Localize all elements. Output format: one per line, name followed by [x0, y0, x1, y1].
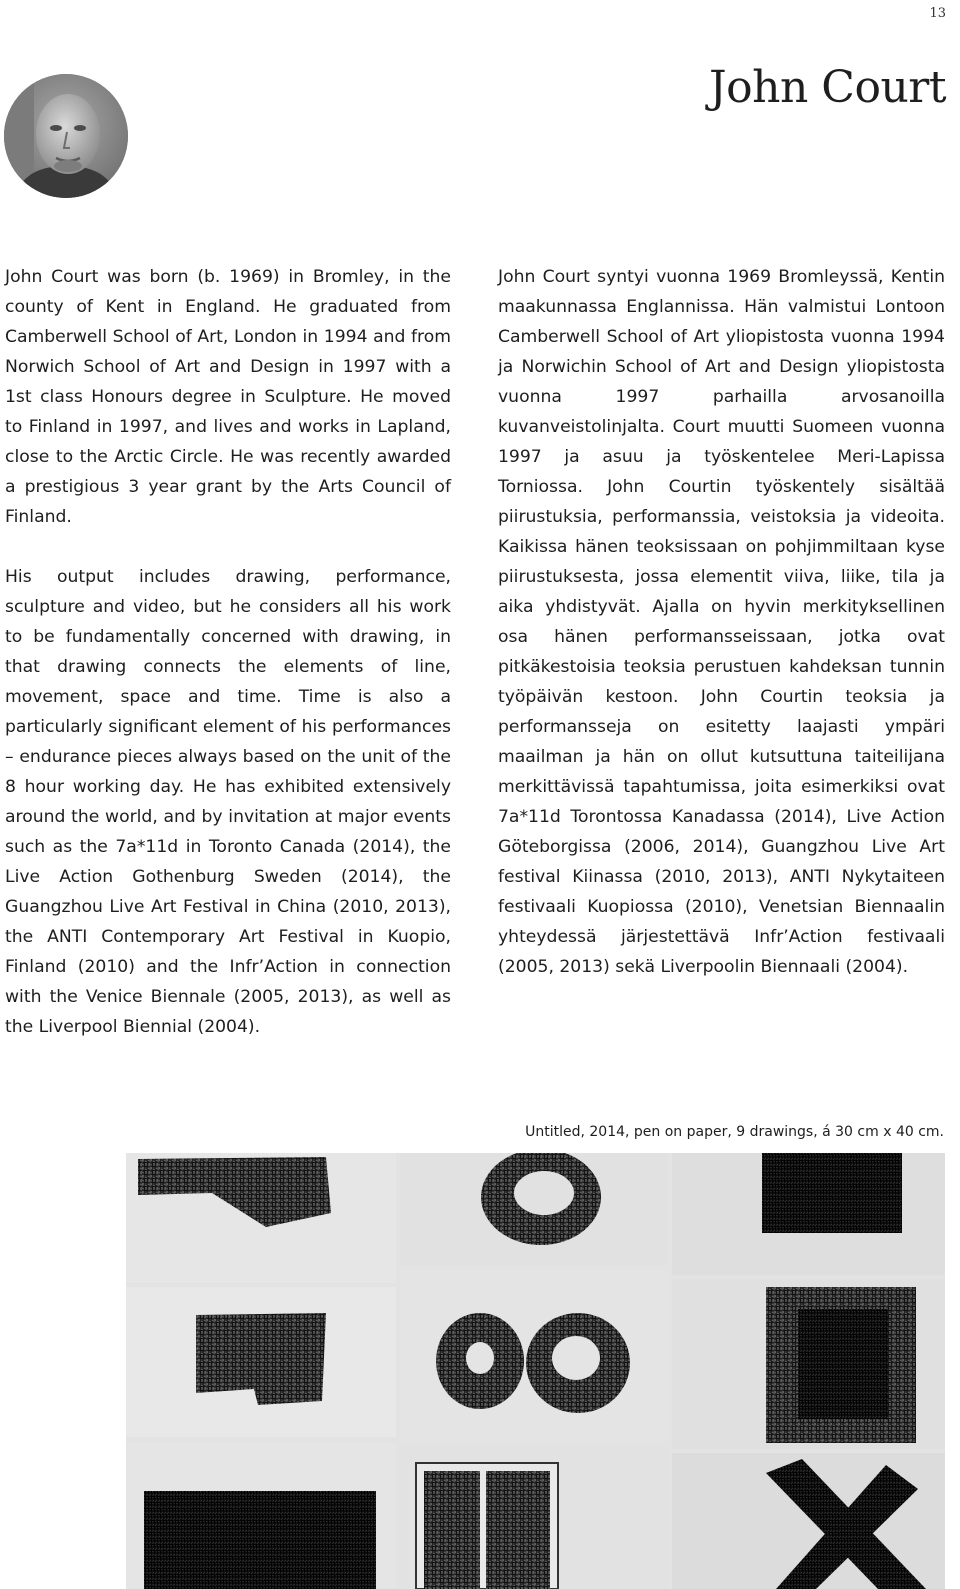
english-biography — [5, 262, 451, 1042]
finnish-biography — [498, 262, 945, 982]
portrait-photo-icon — [4, 74, 128, 198]
artwork-photo — [126, 1153, 945, 1589]
artist-portrait — [4, 74, 128, 198]
page-title: John Court — [709, 62, 946, 113]
artwork-caption: Untitled, 2014, pen on paper, 9 drawings, á 30 cm x 40 cm. — [525, 1124, 944, 1140]
drawings-photo-icon — [126, 1153, 945, 1589]
finnish-paragraph: John Court syntyi vuonna 1969 Bromleyssä, Kentin maakunnassa Englannissa. Hän valmistui Lontoon Camberwell School of Art yliopistosta vuonna 1994 ja Norwichin School of Art and Design yliopistosta vuonna 1997 parhailla arvosanoilla kuvanveistolinjalta. Court muutti Suomeen vuonna 1997 ja asuu ja työskentelee Meri-Lapissa Torniossa. John Courtin työskentely sisältää piirustuksia, performanssia, veistoksia ja videoita. Kaikissa hänen teoksissaan on pohjimmiltaan kyse piirustuksesta, jossa elementit viiva, liike, tila ja aika yhdistyvät. Ajalla on hyvin merkityksellinen osa hänen performansseissaan, jotka ovat pitkäkestoisia teoksia perustuen kahdeksan tunnin työpäivän kestoon. John Courtin teoksia ja performansseja on esitetty laajasti ympäri maailman ja hän on ollut kutsuttuna taiteilijana merkittävissä tapahtumissa, joita esimerkiksi ovat 7a*11d Torontossa Kanadassa (2014), Live Action Göteborgissa (2006, 2014), Guangzhou Live Art festival Kiinassa (2010, 2013), ANTI Nykytaiteen festivaali Kuopiossa (2010), Venetsian Biennaalin yhteydessä järjestettävä Infr’Action festivaali (2005, 2013) sekä Liverpoolin Biennaali (2004). — [498, 267, 945, 977]
page-number: 13 — [929, 6, 946, 21]
english-paragraph-2: His output includes drawing, performance, sculpture and video, but he considers all his work to be fundamentally concerned with drawing, in that drawing connects the elements of line, movement, space and time. Time is also a particularly significant element of his performances – endurance pieces always based on the unit of the 8 hour working day. He has exhibited extensively around the world, and by invitation at major events such as the 7a*11d in Toronto Canada (2014), the Live Action Gothenburg Sweden (2014), the Guangzhou Live Art Festival in China (2010, 2013), the ANTI Contemporary Art Festival in Kuopio, Finland (2010) and the Infr’Action in connection with the Venice Biennale (2005, 2013), as well as the Liverpool Biennial (2004). — [5, 567, 451, 1037]
english-paragraph-1: John Court was born (b. 1969) in Bromley, in the county of Kent in England. He graduated from Camberwell School of Art, London in 1994 and from Norwich School of Art and Design in 1997 with a 1st class Honours degree in Sculpture. He moved to Finland in 1997, and lives and works in Lapland, close to the Arctic Circle. He was recently awarded a prestigious 3 year grant by the Arts Council of Finland. — [5, 267, 451, 527]
